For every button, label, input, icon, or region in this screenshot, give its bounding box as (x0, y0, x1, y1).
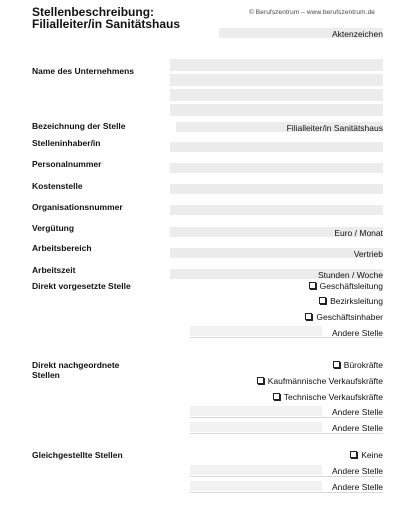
checkbox-icon[interactable] (333, 361, 340, 368)
checkbox-icon[interactable] (257, 377, 264, 384)
arbeitsbereich-field[interactable] (170, 248, 383, 258)
nachgeordnete-other-line-2 (190, 433, 383, 434)
gleichgestellte-other-field-1[interactable] (190, 465, 322, 475)
option-buerokraefte[interactable]: Bürokräfte (333, 360, 383, 370)
label-personalnummer: Personalnummer (32, 159, 102, 169)
organisationsnummer-field[interactable] (170, 205, 383, 215)
label-organisationsnummer: Organisationsnummer (32, 202, 123, 212)
nachgeordnete-other-field-1[interactable] (190, 406, 322, 416)
label-vorgesetzte: Direkt vorgesetzte Stelle (32, 281, 131, 291)
label-bezeichnung: Bezeichnung der Stelle (32, 121, 126, 131)
checkbox-icon[interactable] (273, 393, 280, 400)
bezeichnung-value: Filialleiter/in Sanitätshaus (286, 123, 383, 133)
nachgeordnete-other-field-2[interactable] (190, 422, 322, 432)
option-kaufmaennische-verkaufskraefte[interactable]: Kaufmännische Verkaufskräfte (257, 376, 383, 386)
unternehmen-field-1[interactable] (170, 59, 383, 71)
nachgeordnete-other-label-1: Andere Stelle (331, 407, 383, 417)
option-technische-verkaufskraefte[interactable]: Technische Verkaufskräfte (273, 392, 383, 402)
label-nachgeordnete-line-2: Stellen (32, 370, 60, 380)
title-line-1: Stellenbeschreibung: (32, 5, 155, 19)
label-arbeitszeit: Arbeitszeit (32, 265, 76, 275)
checkbox-icon[interactable] (309, 282, 316, 289)
unternehmen-field-4[interactable] (170, 104, 383, 116)
gleichgestellte-other-line-2 (190, 492, 383, 493)
nachgeordnete-other-label-2: Andere Stelle (331, 423, 383, 433)
aktenzeichen-label: Aktenzeichen (331, 29, 383, 39)
option-geschaeftsleitung[interactable]: Geschäftsleitung (309, 281, 383, 291)
page-title (32, 6, 180, 30)
vorgesetzte-other-field[interactable] (190, 326, 322, 336)
kostenstelle-field[interactable] (170, 184, 383, 194)
label-inhaber: Stelleninhaber/in (32, 138, 101, 148)
nachgeordnete-other-line-1 (190, 417, 383, 418)
copyright-note: © Berufszentrum – www.berufszentrum.de (249, 9, 375, 16)
label-kostenstelle: Kostenstelle (32, 181, 83, 191)
gleichgestellte-other-field-2[interactable] (190, 481, 322, 491)
label-verguetung: Vergütung (32, 223, 75, 233)
unternehmen-field-3[interactable] (170, 89, 383, 101)
checkbox-icon[interactable] (319, 297, 326, 304)
vorgesetzte-other-label: Andere Stelle (331, 328, 383, 338)
option-bezirksleitung[interactable]: Bezirksleitung (319, 296, 383, 306)
label-gleichgestellte: Gleichgestellte Stellen (32, 450, 123, 460)
gleichgestellte-other-label-2: Andere Stelle (331, 482, 383, 492)
gleichgestellte-other-label-1: Andere Stelle (331, 466, 383, 476)
option-keine[interactable]: Keine (350, 450, 383, 460)
label-arbeitsbereich: Arbeitsbereich (32, 243, 92, 253)
checkbox-icon[interactable] (305, 313, 312, 320)
arbeitsbereich-value: Vertrieb (353, 249, 383, 259)
unternehmen-field-2[interactable] (170, 74, 383, 86)
verguetung-unit: Euro / Monat (334, 228, 383, 238)
inhaber-field[interactable] (170, 142, 383, 152)
title-line-2: Filialleiter/in Sanitätshaus (32, 17, 181, 31)
label-unternehmen: Name des Unternehmens (32, 66, 135, 76)
option-geschaeftsinhaber[interactable]: Geschäftsinhaber (305, 312, 383, 322)
checkbox-icon[interactable] (350, 451, 357, 458)
label-nachgeordnete-line-1: Direkt nachgeordnete (32, 360, 120, 370)
arbeitszeit-unit: Stunden / Woche (317, 270, 383, 280)
personalnummer-field[interactable] (170, 163, 383, 173)
gleichgestellte-other-line-1 (190, 476, 383, 477)
label-nachgeordnete (32, 360, 119, 380)
